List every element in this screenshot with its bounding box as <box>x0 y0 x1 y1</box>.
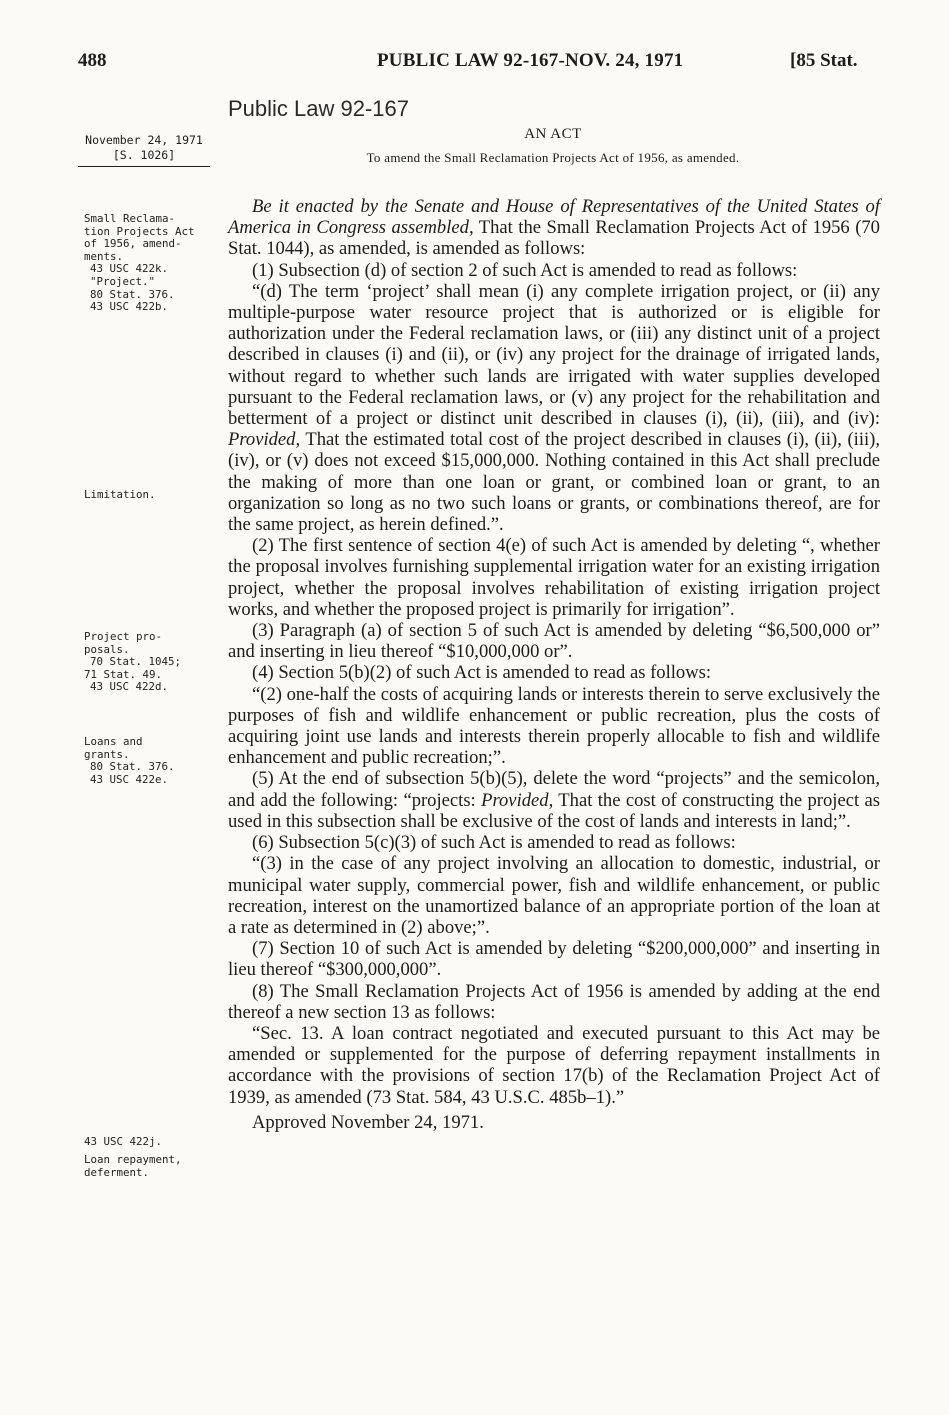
amendment-1-quote-part-a: “(d) The term ‘project’ shall mean (i) any complete irrigation project, or (ii) any multiple-purpose water resource project that is authorized or is eligible for authorization under the Federal reclamation laws, or (iii) any distinct unit of a project described in clauses (i) and (ii), or (iv) any project for the drainage of irrigated lands, without regard to whether such lands are irrigated with water supplies developed pursuant to the Federal reclamation laws, or (v) any project for the rehabilitation and betterment of a project or distinct unit described in clauses (i), (ii), (iii), and (iv): <box>228 280 880 430</box>
margin-note-line: Loan repayment, <box>84 1153 182 1166</box>
margin-note-422j: 43 USC 422j. <box>84 1135 163 1148</box>
amendment-6-quote: “(3) in the case of any project involving an allocation to domestic, industrial, or municipal water supply, commercial power, fish and wildlife enhancement, or public recreation, interest on the unamortized balance of an appropriate portion of the loan at a rate as determined in (2) above;”. <box>228 853 880 938</box>
margin-note-line: 43 USC 422k. <box>90 262 169 276</box>
enacting-clause-italic: Be it enacted by the Senate and House of Representatives of the United States of America in Congress assembled, <box>228 196 880 239</box>
margin-note-line: 43 USC 422b. <box>90 300 169 314</box>
amendment-4-quote: “(2) one-half the costs of acquiring lands or interests therein to serve exclusively the purposes of fish and wildlife enhancement or public recreation, plus the costs of acquiring joint use lands and interests therein properly allocable to fish and wildlife enhancement and public recreation;”. <box>228 683 880 769</box>
margin-note-line: Project pro- <box>84 630 163 643</box>
enactment-date-note <box>78 133 210 163</box>
amendment-8: (8) The Small Reclamation Projects Act of 1956 is amended by adding at the end thereof a new section 13 as follows: <box>228 980 880 1023</box>
margin-note-limitation: Limitation. <box>84 488 156 501</box>
margin-note-line: deferment. <box>84 1165 150 1179</box>
margin-note-amendments <box>84 213 209 314</box>
side-rule-divider <box>78 166 210 167</box>
running-head <box>0 50 949 78</box>
act-body <box>228 196 880 1133</box>
provided-italic: Provided, <box>481 789 554 811</box>
margin-note-loan-repayment <box>84 1154 209 1179</box>
margin-note-line: 70 Stat. 1045; <box>90 655 182 669</box>
margin-note-line: grants. <box>84 747 130 761</box>
act-subtitle: To amend the Small Reclamation Projects Act of 1956, as amended. <box>366 150 740 165</box>
margin-note-line: "Project." <box>90 274 156 288</box>
amendment-3: (3) Paragraph (a) of section 5 of such Act is amended by deleting “$6,500,000 or” and inserting in lieu thereof “$10,000,000 or”. <box>228 620 880 663</box>
amendment-8-quote: “Sec. 13. A loan contract negotiated and executed pursuant to this Act may be amended or supplemented for the purpose of deferring repayment installments in accordance with the provisions of section 17(b) of the Reclamation Project Act of 1939, as amended (73 Stat. 584, 43 U.S.C. 485b–1).” <box>228 1022 880 1108</box>
margin-note-line: Loans and <box>84 735 143 748</box>
margin-note-line: 43 USC 422e. <box>90 772 169 786</box>
margin-note-line: 80 Stat. 376. <box>90 760 175 774</box>
margin-note-line: 80 Stat. 376. <box>90 287 175 301</box>
bill-number: [S. 1026] <box>112 148 176 162</box>
statute-reference: [85 Stat. <box>790 50 858 71</box>
amendment-5-part-b: That the cost of constructing the project as used in this subsection shall be exclusive of the cost of lands and interests in land;”. <box>228 789 880 832</box>
amendment-1-quote-part-b: That the estimated total cost of the project described in clauses (i), (ii), (iii), (iv), or (v) does not exceed $15,000,000. Nothing contained in this Act shall preclude the making of more than one loan or grant, or combined loan or grant, to an organization so long as no two such loans or grants, or combinations thereof, are for the same project, as herein defined.”. <box>228 429 880 536</box>
margin-note-line: posals. <box>84 642 130 656</box>
margin-note-project-proposals <box>84 631 209 694</box>
margin-note-line: tion Projects Act <box>84 224 195 238</box>
amendment-5 <box>228 768 880 832</box>
page-number: 488 <box>78 50 107 71</box>
margin-note-line: of 1956, amend- <box>84 237 182 251</box>
enacting-clause-rest: That the Small Reclamation Projects Act of 1956 (70 Stat. 1044), as amended, is amended as follows: <box>228 217 880 260</box>
enacting-clause <box>228 196 880 260</box>
running-head-title: PUBLIC LAW 92-167-NOV. 24, 1971 <box>377 50 684 71</box>
act-heading: AN ACT <box>524 126 582 142</box>
amendment-2: (2) The first sentence of section 4(e) of such Act is amended by deleting “, whether the proposal involves furnishing supplemental irrigation water for an existing irrigation project, whether the proposal involves rehabilitation of existing irrigation project works, and whether the proposed project is primarily for irrigation”. <box>228 535 880 620</box>
enactment-date: November 24, 1971 <box>85 133 203 147</box>
amendment-7: (7) Section 10 of such Act is amended by deleting “$200,000,000” and inserting in lieu thereof “$300,000,000”. <box>228 938 880 981</box>
margin-note-line: 43 USC 422d. <box>90 680 169 694</box>
amendment-1-quote <box>228 281 880 535</box>
amendment-6: (6) Subsection 5(c)(3) of such Act is amended to read as follows: <box>252 832 736 854</box>
margin-note-line: ments. <box>84 249 124 263</box>
law-title: Public Law 92-167 <box>228 96 410 121</box>
amendment-4: (4) Section 5(b)(2) of such Act is amended to read as follows: <box>252 662 712 684</box>
provided-italic: Provided, <box>228 429 301 451</box>
approval-line: Approved November 24, 1971. <box>252 1111 484 1133</box>
margin-note-line: 71 Stat. 49. <box>84 667 163 681</box>
margin-note-loans-grants <box>84 736 209 786</box>
amendment-1: (1) Subsection (d) of section 2 of such Act is amended to read as follows: <box>252 259 798 281</box>
amendment-5-part-a: (5) At the end of subsection 5(b)(5), delete the word “projects” and the semicolon, and add the following: “projects: <box>228 768 880 811</box>
margin-note-line: Small Reclama- <box>84 212 176 225</box>
